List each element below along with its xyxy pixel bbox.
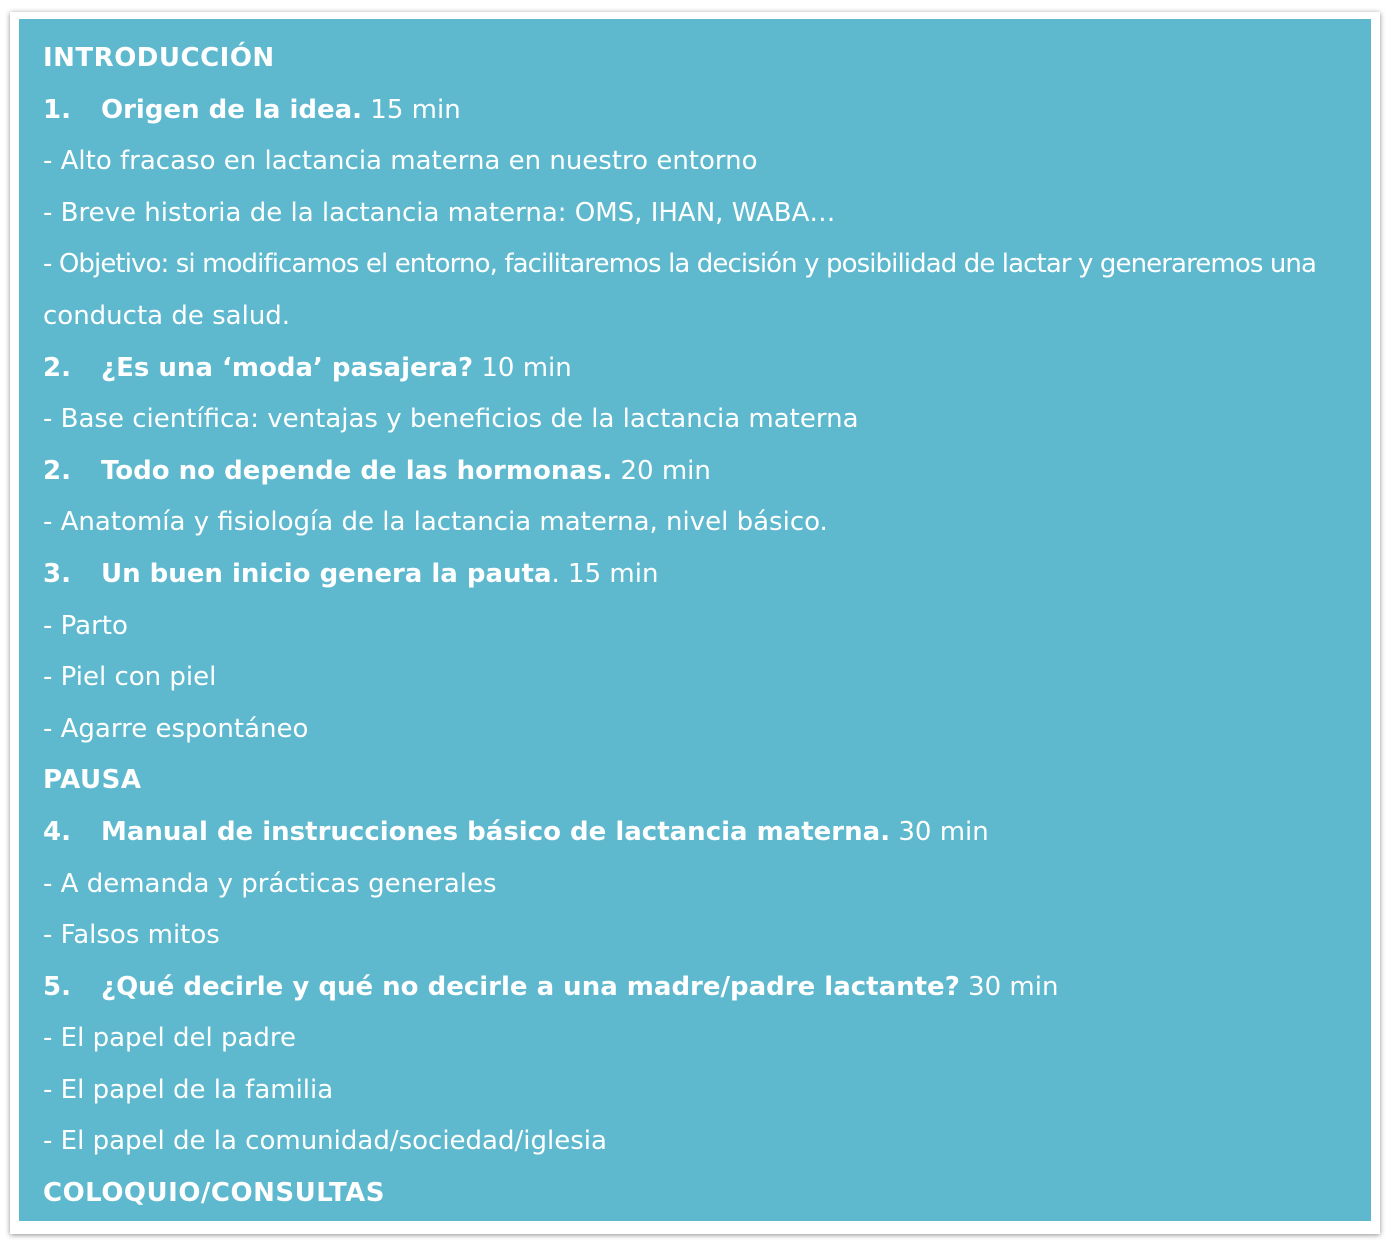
item-number: 3. [43, 558, 71, 589]
agenda-item-3 [43, 549, 1335, 601]
bullet-line: - El papel de la comunidad/sociedad/iglesia [43, 1126, 607, 1157]
bullet-line: - A demanda y prácticas generales [43, 868, 497, 899]
item-number: 5. [43, 971, 71, 1002]
agenda-item-1 [43, 85, 1335, 137]
agenda-item-4 [43, 807, 1335, 859]
item-title: Manual de instrucciones básico de lactancia materna. [101, 816, 891, 847]
item-title: ¿Qué decirle y qué no decirle a una madre/padre lactante? [101, 971, 960, 1002]
item-title: Todo no depende de las hormonas. [101, 455, 613, 486]
agenda-item-5 [43, 962, 1335, 1014]
item-number: 2. [43, 352, 71, 383]
bullet-line: - El papel de la familia [43, 1074, 334, 1105]
document-frame [10, 12, 1380, 1234]
item-duration: 10 min [473, 352, 572, 383]
item-duration: 20 min [612, 455, 711, 486]
bullet-line: - Anatomía y fisiología de la lactancia materna, nivel básico. [43, 507, 828, 538]
item-title: Un buen inicio genera la pauta [101, 558, 552, 589]
pause-heading: PAUSA [43, 765, 142, 796]
agenda-item-2b [43, 446, 1335, 498]
item-duration: 30 min [890, 816, 989, 847]
bullet-line: - Falsos mitos [43, 920, 220, 951]
item-number: 2. [43, 455, 71, 486]
bullet-line: - Piel con piel [43, 662, 217, 693]
item-duration: . 15 min [551, 558, 659, 589]
bullet-line: - Agarre espontáneo [43, 713, 309, 744]
bullet-line-continuation: conducta de salud. [43, 300, 291, 331]
closing-heading: COLOQUIO/CONSULTAS [43, 1178, 386, 1209]
item-duration: 30 min [959, 971, 1059, 1002]
agenda-content [43, 33, 1335, 1220]
intro-heading: INTRODUCCIÓN [43, 43, 275, 73]
bullet-line: - Breve historia de la lactancia materna: OMS, IHAN, WABA… [43, 197, 836, 228]
item-number: 1. [43, 94, 71, 125]
item-duration: 15 min [362, 94, 461, 125]
agenda-panel [19, 19, 1371, 1221]
agenda-item-2a [43, 343, 1335, 395]
item-title: Origen de la idea. [101, 94, 363, 125]
bullet-line: - Objetivo: si modificamos el entorno, facilitaremos la decisión y posibilidad de lactar y generaremos una [43, 249, 1317, 280]
item-title: ¿Es una ‘moda’ pasajera? [101, 352, 474, 383]
bullet-line: - Alto fracaso en lactancia materna en nuestro entorno [43, 146, 758, 177]
bullet-line: - Parto [43, 610, 128, 641]
item-number: 4. [43, 816, 71, 847]
bullet-line: - El papel del padre [43, 1023, 297, 1054]
bullet-line: - Base científica: ventajas y beneficios de la lactancia materna [43, 404, 859, 435]
